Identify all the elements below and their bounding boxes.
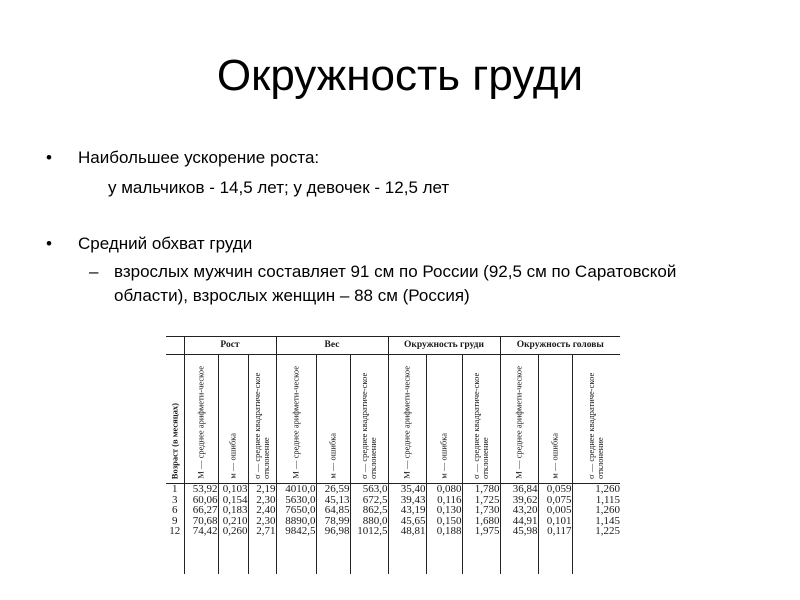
table-cell: 45,65 (400, 514, 426, 527)
data-column (426, 484, 462, 575)
age-value: 1 (172, 483, 178, 495)
table-cell: 1,260 (595, 483, 621, 495)
table-cell: 862,5 (362, 504, 388, 516)
table-cell: 0,188 (436, 525, 462, 537)
table-cell: 0,101 (546, 514, 572, 527)
sub-header-mean: М — среднее арифмети-ческое (276, 355, 316, 484)
data-column (218, 484, 248, 575)
table-cell: 1,145 (595, 514, 621, 527)
sub-header-error: м — ошибка (426, 355, 462, 484)
sub-header-mean: М — среднее арифмети-ческое (184, 355, 218, 484)
data-column (388, 484, 426, 575)
table-cell: 48,81 (400, 525, 426, 537)
table-cell: 1,725 (474, 493, 500, 506)
table-cell: 8890,0 (285, 514, 316, 527)
table-cell: 36,84 (512, 483, 538, 495)
bullet-text: Средний обхват груди (78, 234, 253, 253)
table-cell: 2,30 (256, 514, 276, 527)
dash-icon: – (89, 262, 99, 281)
table-cell: 1,115 (595, 493, 621, 506)
table-cell: 0,183 (222, 504, 248, 516)
table-cell: 0,150 (436, 514, 462, 527)
age-value: 3 (172, 493, 178, 506)
table-cell: 64,85 (324, 504, 350, 516)
table-cell: 74,42 (192, 525, 218, 537)
table-cell: 2,19 (256, 483, 276, 495)
table-body-row (166, 484, 620, 575)
anthropometry-table (166, 336, 620, 574)
table-cell: 70,68 (192, 514, 218, 527)
group-header-chest: Окружность груди (388, 336, 500, 355)
age-header-label: Возраст (в месяцах) (169, 402, 180, 479)
table-cell: 0,130 (436, 504, 462, 516)
group-header-height: Рост (184, 336, 276, 355)
group-header-row (166, 336, 620, 355)
table-cell: 0,075 (546, 493, 572, 506)
table-cell: 7650,0 (285, 504, 316, 516)
table-cell: 1,260 (595, 504, 621, 516)
table-cell: 66,27 (192, 504, 218, 516)
age-column (166, 484, 184, 575)
growth-acceleration-ages: у мальчиков - 14,5 лет; у девочек - 12,5 лет (108, 178, 450, 197)
age-group-blank (166, 336, 184, 355)
table-cell: 2,40 (256, 504, 276, 516)
group-header-head: Окружность головы (500, 336, 620, 355)
sub-header-error: м — ошибка (538, 355, 572, 484)
sub-header-sd: σ — среднее квадратиче-ское отклонение (572, 355, 620, 484)
table-cell: 9842,5 (285, 525, 316, 537)
table-cell: 43,20 (512, 504, 538, 516)
table-cell: 39,62 (512, 493, 538, 506)
table-cell: 672,5 (362, 493, 388, 506)
sub-header-error: м — ошибка (316, 355, 350, 484)
table-cell: 1,730 (474, 504, 500, 516)
age-value: 6 (172, 504, 178, 516)
data-column (248, 484, 276, 575)
data-column (184, 484, 218, 575)
table-cell: 1,225 (595, 525, 621, 537)
dash-text: взрослых мужчин составляет 91 см по России (92,5 см по Саратовской области), взрослых женщин – 88 см (Россия) (114, 262, 677, 305)
table-cell: 1,975 (474, 525, 500, 537)
table-cell: 96,98 (324, 525, 350, 537)
age-header (166, 355, 184, 484)
table-cell: 45,13 (324, 493, 350, 506)
sub-header-sd: σ — среднее квадратиче-ское отклонение (248, 355, 276, 484)
table-cell: 26,59 (324, 483, 350, 495)
sub-header-sd: σ — среднее квадратиче-ское отклонение (350, 355, 388, 484)
data-column (276, 484, 316, 575)
table-cell: 0,080 (436, 483, 462, 495)
bullet-dot-icon: • (46, 234, 52, 253)
table-cell: 0,103 (222, 483, 248, 495)
sub-header-row (166, 355, 620, 484)
table-cell: 44,91 (512, 514, 538, 527)
sub-header-mean: М — среднее арифмети-ческое (500, 355, 538, 484)
table-cell: 43,19 (400, 504, 426, 516)
data-column (538, 484, 572, 575)
table-cell: 880,0 (362, 514, 388, 527)
table-cell: 1,680 (474, 514, 500, 527)
table-top-rule (166, 336, 620, 337)
table-cell: 2,30 (256, 493, 276, 506)
data-column (572, 484, 620, 575)
table-cell: 0,210 (222, 514, 248, 527)
table-cell: 563,0 (362, 483, 388, 495)
sub-header-mean: М — среднее арифмети-ческое (388, 355, 426, 484)
group-header-weight: Вес (276, 336, 388, 355)
slide-title: Окружность груди (216, 51, 584, 100)
table-cell: 0,005 (546, 504, 572, 516)
table-cell: 2,71 (256, 525, 276, 537)
table-cell: 0,260 (222, 525, 248, 537)
age-value: 12 (169, 525, 181, 537)
bullet-text: Наибольшее ускорение роста: (78, 148, 320, 167)
data-column (316, 484, 350, 575)
table-cell: 45,98 (512, 525, 538, 537)
table-cell: 0,059 (546, 483, 572, 495)
table-cell: 0,116 (437, 493, 462, 506)
table-cell: 1,780 (474, 483, 500, 495)
table-cell: 60,06 (192, 493, 218, 506)
table-cell: 0,154 (222, 493, 248, 506)
table-cell: 35,40 (400, 483, 426, 495)
table-cell: 5630,0 (285, 493, 316, 506)
age-value: 9 (172, 514, 178, 527)
table-cell: 0,117 (547, 525, 572, 537)
table-cell: 39,43 (400, 493, 426, 506)
data-column (462, 484, 500, 575)
table-cell: 78,99 (324, 514, 350, 527)
data-column (350, 484, 388, 575)
table-cell: 4010,0 (285, 483, 316, 495)
table-cell: 53,92 (192, 483, 218, 495)
table-cell: 1012,5 (357, 525, 388, 537)
data-column (500, 484, 538, 575)
sub-header-error: м — ошибка (218, 355, 248, 484)
bullet-dot-icon: • (46, 148, 52, 167)
sub-header-sd: σ — среднее квадратиче-ское отклонение (462, 355, 500, 484)
